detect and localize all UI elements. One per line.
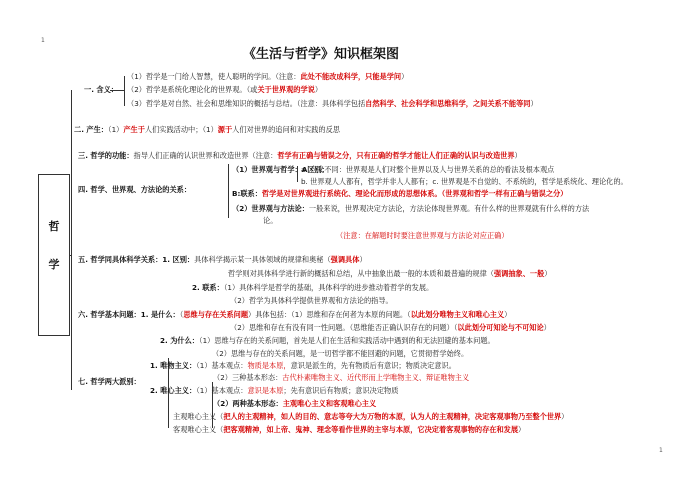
s1-l3a: （3）哲学是对自然、社会和思维知识的概括与总结。（注意：具体科学包括 (127, 99, 366, 108)
root-label-char-1: 哲 (48, 220, 60, 233)
s7-m1a: （1）基本观点： (196, 361, 248, 370)
s7-o1a: 客观唯心主义（ (173, 425, 224, 434)
s3-line (78, 152, 522, 159)
s5-a2: 强调具体 (330, 255, 360, 264)
s2-c: 人们实践活动中；（1） (144, 125, 218, 134)
s5-heading: 五. 哲学同具体科学关系：1. 区别： (78, 255, 195, 264)
s4-heading: 四. 哲学、世界观、方法论的关系： (78, 185, 192, 194)
s7-heading: 七. 哲学两大派别： (78, 377, 141, 386)
s7-i2: （2）两种基本形态： (213, 399, 283, 408)
s5-b3: ） (544, 269, 552, 278)
s1-l1a: （1）哲学是一门给人智慧，使人聪明的学问。（注意： (127, 72, 301, 81)
s1-l1c: ） (401, 72, 409, 81)
s4-a1-text: （1）世界观与哲学：A区别： (232, 165, 329, 174)
s4-b (232, 190, 567, 197)
s3-b: 哲学有正确与错误之分，只有正确的哲学才能让人们正确的认识与改造世界 (277, 151, 515, 160)
s5-a3: ） (359, 255, 367, 264)
root-label-char-2: 学 (48, 258, 60, 271)
s1-l3b: 自然科学、社会科学和思维科学，之间关系不能等同 (365, 99, 531, 108)
s2-line (74, 126, 340, 133)
page-title: 《生活与哲学》知识框架图 (243, 47, 400, 62)
s7-i1: 2. 唯心主义： (150, 386, 197, 395)
s6-a3: ）具体包括：（1）思维和存在何者为本原的问题。（ (248, 310, 411, 319)
s7-line6 (173, 426, 525, 433)
s2-b: 产生于 (123, 125, 145, 134)
s6-c2: （1）思维与存在的关系问题，首先是人们在生活和实践活动中遇到的和无法回避的基本问题。 (198, 336, 495, 345)
s7-line5 (173, 413, 568, 420)
s2-e: 人们对世界的追问和对实践的反思 (232, 125, 340, 134)
s6-heading: 六. 哲学基本问题：1. 是什么： (78, 310, 180, 319)
s7-m2b: 古代朴素唯物主义、近代形而上学唯物主义、辩证唯物主义 (282, 373, 470, 382)
s4-note: （注意：在解题时时要注意世界观与方法论对应正确） (336, 231, 509, 240)
s7-m2: （2）三种基本形态： (213, 373, 283, 382)
s7-line1 (150, 362, 456, 369)
s7-i1b: 意识是本原 (247, 386, 284, 395)
s6-b1: （2）思维和存在有没有同一性问题。（思维能否正确认识存在的问题）（ (230, 323, 458, 332)
s6-b3: ） (543, 323, 551, 332)
s7-line4 (213, 400, 376, 407)
s7-i1c: ；先有意识后有物质；意识决定物质 (283, 386, 399, 395)
s2-heading: 二. 产生： (74, 125, 108, 134)
s6-b2: 以此划分可知论与不可知论 (457, 323, 544, 332)
s5-a1: 具体科学揭示某一具体领域的规律和奥秘（ (194, 255, 331, 264)
s6-a1: （ (179, 310, 184, 319)
s6-line3 (160, 337, 495, 344)
s5-line3 (192, 284, 433, 291)
s7-m1c: 意识是派生的，先有物质后有意识；物质决定意识。 (290, 361, 456, 370)
s4-b1: B:联系： (232, 189, 262, 198)
s4-c2: 一般来说，世界观决定方法论，方法论体现世界观。有什么样的世界观就有什么样的方法 (308, 204, 590, 213)
s5-b1: 哲学则对具体科学进行新的概括和总结，从中抽象出最一般的本质和最普遍的规律（ (228, 269, 494, 278)
s1-l3c: ） (530, 99, 538, 108)
s6-a5: ） (504, 310, 512, 319)
s5-c2: （1）具体科学是哲学的基础，具体科学的进步推动着哲学的发展。 (223, 283, 434, 292)
root-spine (71, 90, 72, 390)
s1-line3 (127, 100, 538, 107)
page-number: 1 (659, 447, 663, 454)
s7-i1a: （1）基本观点： (196, 386, 248, 395)
s7-m1b: 物质是本原， (247, 361, 291, 370)
s7-line2 (213, 374, 469, 381)
s7-s1a: 主观唯心主义（ (173, 412, 224, 421)
s1-l2c: ） (314, 85, 323, 94)
s7-s1b: 把人的主观精神，如人的目的、意志等夸大为万物的本原，认为人的主观精神，决定客观事物乃至整个世界 (223, 412, 562, 421)
corner-mark: 1 (41, 37, 45, 44)
s5-line4: （2）哲学为具体科学提供世界观和方法论的指导。 (230, 296, 393, 305)
s6-line4: （2）思维与存在的关系问题，是一切哲学都不能回避的问题，它贯彻哲学始终。 (212, 349, 469, 358)
s7-i2b: 主观唯心主义和客观唯心主义 (282, 399, 377, 408)
s5-b2: 强调抽象、一般 (493, 269, 545, 278)
s5-line2 (228, 270, 551, 277)
s1-l2a: （2）哲学是系统化理论化的世界观。（或 (127, 85, 258, 94)
s1-brace (124, 76, 125, 106)
s4-c1: （2）世界观与方法论： (232, 204, 309, 213)
s4-c3: 论。 (263, 216, 278, 225)
s6-a2: 思维与存在关系问题 (183, 310, 249, 319)
s3-heading: 三. 哲学的功能： (78, 151, 134, 160)
s7-s1c: ） (561, 412, 569, 421)
s1-l1b: 此处不能改成科学，只能是学问 (300, 72, 402, 81)
s2-a: （1） (107, 125, 124, 134)
root-connector (70, 255, 72, 256)
s6-line2 (230, 324, 551, 331)
s7-o1c: ） (518, 425, 526, 434)
s1-line1 (127, 73, 408, 80)
s4-a2: a. 含义不同：世界观是人们对整个世界以及人与世界关系的总的看法及根本观点 (301, 165, 555, 174)
s3-c: ） (514, 151, 522, 160)
root-label-box (38, 174, 70, 336)
s6-line1 (78, 311, 511, 318)
s7-line3 (150, 387, 398, 394)
s1-heading: 一. 含义： (84, 85, 118, 94)
s4-c (232, 205, 589, 212)
s3-a: 指导人们正确的认识世界和改造世界（注意： (133, 151, 278, 160)
s4-b2: 哲学是对世界观进行系统化、理论化而形成的思想体系。（世界观和哲学一样有正确与错误之分） (261, 189, 568, 198)
s7-m1: 1. 唯物主义： (150, 361, 197, 370)
s5-line1 (78, 256, 367, 263)
s6-c1: 2. 为什么： (160, 336, 199, 345)
s4-a3: b. 世界观人人都有，哲学并非人人都有；c. 世界观是不自觉的、不系统的，哲学是系统化、理论化的。 (301, 177, 628, 186)
s1-l2b: 关于世界观的学说 (257, 85, 315, 94)
s1-line2 (127, 86, 322, 93)
s4-brace (228, 164, 229, 218)
s5-c1: 2. 联系： (192, 283, 224, 292)
s2-d: 源于 (217, 125, 233, 134)
s7-o1b: 把客观精神，如上帝、鬼神、理念等看作世界的主宰与本原，它决定着客观事物的存在和发展 (223, 425, 519, 434)
s6-a4: 以此划分唯物主义和唯心主义 (410, 310, 505, 319)
